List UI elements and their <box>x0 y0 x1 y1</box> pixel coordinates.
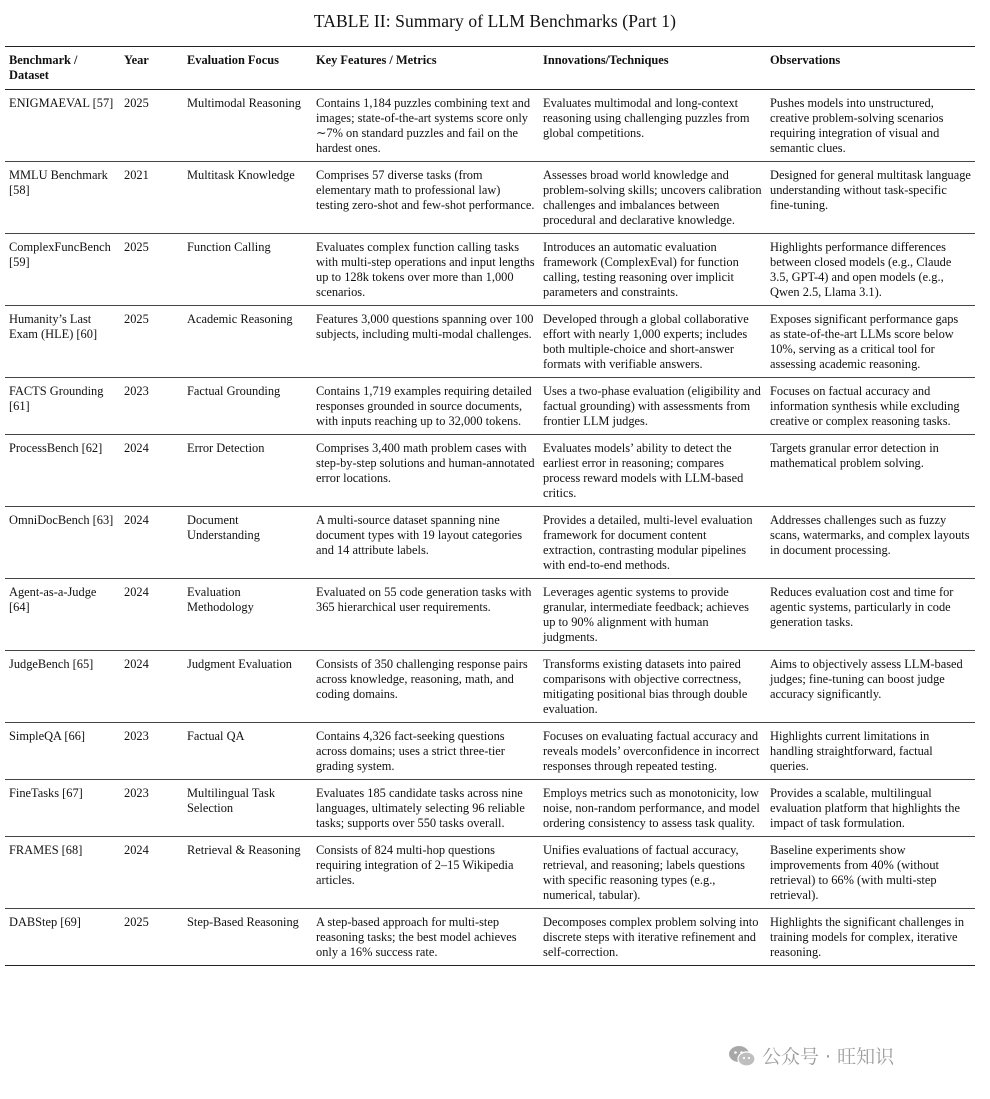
cell-innovations: Assesses broad world knowledge and problem-solving skills; uncovers calibration challenges and imbalances between procedural and declarative knowledge. <box>543 168 762 227</box>
table-row <box>5 780 975 837</box>
cell-key-features: Contains 4,326 fact-seeking questions across domains; uses a strict three-tier grading system. <box>316 729 505 773</box>
cell-observations: Aims to objectively assess LLM-based judges; fine-tuning can boost judge accuracy significantly. <box>770 657 963 701</box>
cell-evaluation-focus: Document Understanding <box>187 513 260 542</box>
cell-observations: Designed for general multitask language understanding without task-specific fine-tuning. <box>770 168 971 212</box>
cell-year: 2023 <box>124 786 149 800</box>
cell-evaluation-focus: Step-Based Reasoning <box>187 915 299 929</box>
cell-benchmark: ProcessBench [62] <box>9 441 103 455</box>
table-row <box>5 162 975 234</box>
cell-evaluation-focus: Judgment Evaluation <box>187 657 292 671</box>
cell-year: 2024 <box>124 843 149 857</box>
cell-observations: Highlights the significant challenges in training models for complex, iterative reasoning. <box>770 915 965 959</box>
cell-benchmark: MMLU Benchmark [58] <box>9 168 108 197</box>
header-key-features: Key Features / Metrics <box>316 53 437 67</box>
cell-evaluation-focus: Function Calling <box>187 240 271 254</box>
cell-evaluation-focus: Error Detection <box>187 441 265 455</box>
cell-observations: Focuses on factual accuracy and information synthesis while excluding creative or complex reasoning tasks. <box>770 384 960 428</box>
table-row <box>5 306 975 378</box>
cell-innovations: Focuses on evaluating factual accuracy and reveals models’ overconfidence in incorrect responses through repeated testing. <box>543 729 760 773</box>
cell-evaluation-focus: Multilingual Task Selection <box>187 786 276 815</box>
cell-benchmark: JudgeBench [65] <box>9 657 94 671</box>
cell-evaluation-focus: Academic Reasoning <box>187 312 293 326</box>
cell-benchmark: ENIGMAEVAL [57] <box>9 96 114 110</box>
table-caption: TABLE II: Summary of LLM Benchmarks (Part 1) <box>313 11 677 31</box>
table-row <box>5 378 975 435</box>
table-body <box>5 90 975 966</box>
cell-key-features: Consists of 824 multi-hop questions requiring integration of 2–15 Wikipedia articles. <box>316 843 514 887</box>
header-observations: Observations <box>770 53 841 67</box>
cell-key-features: Contains 1,184 puzzles combining text and images; state-of-the-art systems score only ∼7% on standard puzzles and fail on the hardest ones. <box>316 96 531 155</box>
cell-benchmark: FACTS Grounding [61] <box>9 384 104 413</box>
header-year: Year <box>124 53 149 67</box>
table-row <box>5 909 975 966</box>
cell-observations: Provides a scalable, multilingual evaluation platform that highlights the impact of task formulation. <box>770 786 960 830</box>
cell-evaluation-focus: Retrieval & Reasoning <box>187 843 301 857</box>
cell-benchmark: Agent-as-a-Judge [64] <box>9 585 97 614</box>
table-header <box>5 47 975 90</box>
cell-key-features: Consists of 350 challenging response pairs across knowledge, reasoning, math, and coding domains. <box>316 657 528 701</box>
cell-benchmark: SimpleQA [66] <box>9 729 86 743</box>
cell-key-features: A multi-source dataset spanning nine document types with 19 layout categories and 14 attribute labels. <box>316 513 523 557</box>
cell-observations: Highlights performance differences between closed models (e.g., Claude 3.5, GPT-4) and open models (e.g., Qwen 2.5, Llama 3.1). <box>770 240 952 299</box>
table-row <box>5 723 975 780</box>
cell-innovations: Developed through a global collaborative effort with nearly 1,000 experts; includes both multiple-choice and short-answer formats with verifiable answers. <box>543 312 749 371</box>
cell-evaluation-focus: Multitask Knowledge <box>187 168 295 182</box>
cell-observations: Pushes models into unstructured, creative problem-solving scenarios requiring integration of visual and semantic clues. <box>770 96 944 155</box>
cell-year: 2023 <box>124 384 149 398</box>
cell-year: 2024 <box>124 585 149 599</box>
cell-year: 2024 <box>124 441 149 455</box>
cell-innovations: Evaluates multimodal and long-context reasoning using challenging puzzles from global competitions. <box>543 96 750 140</box>
table-row <box>5 234 975 306</box>
watermark-text: 公众号 · 旺知识 <box>762 1046 895 1068</box>
cell-key-features: A step-based approach for multi-step reasoning tasks; the best model achieves only a 16% success rate. <box>316 915 517 959</box>
cell-year: 2025 <box>124 96 149 110</box>
table-row <box>5 651 975 723</box>
cell-evaluation-focus: Evaluation Methodology <box>187 585 254 614</box>
cell-year: 2024 <box>124 657 149 671</box>
cell-innovations: Leverages agentic systems to provide granular, intermediate feedback; achieves up to 90% alignment with human judgments. <box>543 585 749 644</box>
cell-year: 2023 <box>124 729 149 743</box>
table-row <box>5 837 975 909</box>
header-innovations: Innovations/Techniques <box>543 53 669 67</box>
cell-evaluation-focus: Multimodal Reasoning <box>187 96 301 110</box>
cell-observations: Addresses challenges such as fuzzy scans, watermarks, and complex layouts in document processing. <box>770 513 970 557</box>
cell-key-features: Contains 1,719 examples requiring detailed responses grounded in source documents, with inputs reaching up to 32,000 tokens. <box>316 384 532 428</box>
header-benchmark: Benchmark / Dataset <box>9 53 78 82</box>
table-row <box>5 507 975 579</box>
cell-key-features: Evaluates complex function calling tasks with multi-step operations and input lengths up to 128k tokens over more than 1,000 scenarios. <box>316 240 535 299</box>
cell-innovations: Uses a two-phase evaluation (eligibility and factual grounding) with assessments from frontier LLM judges. <box>543 384 761 428</box>
cell-year: 2025 <box>124 312 149 326</box>
cell-innovations: Transforms existing datasets into paired comparisons with objective correctness, mitigating positional bias through double evaluation. <box>543 657 748 716</box>
table-row <box>5 435 975 507</box>
cell-innovations: Employs metrics such as monotonicity, low noise, non-random performance, and model ordering consistency to assess task quality. <box>543 786 760 830</box>
cell-benchmark: OmniDocBench [63] <box>9 513 114 527</box>
cell-benchmark: Humanity’s Last Exam (HLE) [60] <box>9 312 98 341</box>
cell-innovations: Evaluates models’ ability to detect the earliest error in reasoning; compares process reward models with LLM-based critics. <box>543 441 744 500</box>
watermark <box>728 1042 894 1069</box>
cell-innovations: Introduces an automatic evaluation framework (ComplexEval) for function calling, testing reasoning over implicit parameters and constraints. <box>543 240 739 299</box>
cell-key-features: Features 3,000 questions spanning over 100 subjects, including multi-modal challenges. <box>316 312 534 341</box>
cell-observations: Targets granular error detection in mathematical problem solving. <box>770 441 939 470</box>
cell-innovations: Provides a detailed, multi-level evaluation framework for document content extraction, contrasting modular pipelines with end-to-end methods. <box>543 513 753 572</box>
cell-observations: Reduces evaluation cost and time for agentic systems, particularly in code generation tasks. <box>770 585 954 629</box>
header-row <box>5 47 975 90</box>
cell-benchmark: FRAMES [68] <box>9 843 83 857</box>
cell-benchmark: FineTasks [67] <box>9 786 83 800</box>
cell-benchmark: DABStep [69] <box>9 915 81 929</box>
cell-observations: Highlights current limitations in handling straightforward, factual queries. <box>770 729 933 773</box>
wechat-icon <box>728 1044 756 1068</box>
cell-innovations: Unifies evaluations of factual accuracy, retrieval, and reasoning; labels questions with specific reasoning types (e.g., numerical, tabular). <box>543 843 745 902</box>
cell-evaluation-focus: Factual Grounding <box>187 384 281 398</box>
cell-key-features: Evaluates 185 candidate tasks across nine languages, ultimately selecting 96 reliable tasks; supports over 550 tasks overall. <box>316 786 525 830</box>
cell-key-features: Comprises 57 diverse tasks (from elementary math to professional law) testing zero-shot and few-shot performance. <box>316 168 535 212</box>
benchmark-table <box>5 46 975 966</box>
table-row <box>5 579 975 651</box>
cell-year: 2024 <box>124 513 149 527</box>
cell-innovations: Decomposes complex problem solving into discrete steps with iterative refinement and self-correction. <box>543 915 759 959</box>
cell-evaluation-focus: Factual QA <box>187 729 245 743</box>
cell-benchmark: ComplexFuncBench [59] <box>9 240 111 269</box>
cell-key-features: Evaluated on 55 code generation tasks with 365 hierarchical user requirements. <box>316 585 532 614</box>
cell-observations: Baseline experiments show improvements from 40% (without retrieval) to 66% (with multi-step retrieval). <box>770 843 939 902</box>
cell-year: 2025 <box>124 915 149 929</box>
table-row <box>5 90 975 162</box>
cell-key-features: Comprises 3,400 math problem cases with step-by-step solutions and human-annotated error locations. <box>316 441 535 485</box>
cell-year: 2025 <box>124 240 149 254</box>
header-evaluation-focus: Evaluation Focus <box>187 53 279 67</box>
cell-observations: Exposes significant performance gaps as state-of-the-art LLMs score below 10%, serving as a critical tool for assessing academic reasoning. <box>770 312 959 371</box>
cell-year: 2021 <box>124 168 149 182</box>
